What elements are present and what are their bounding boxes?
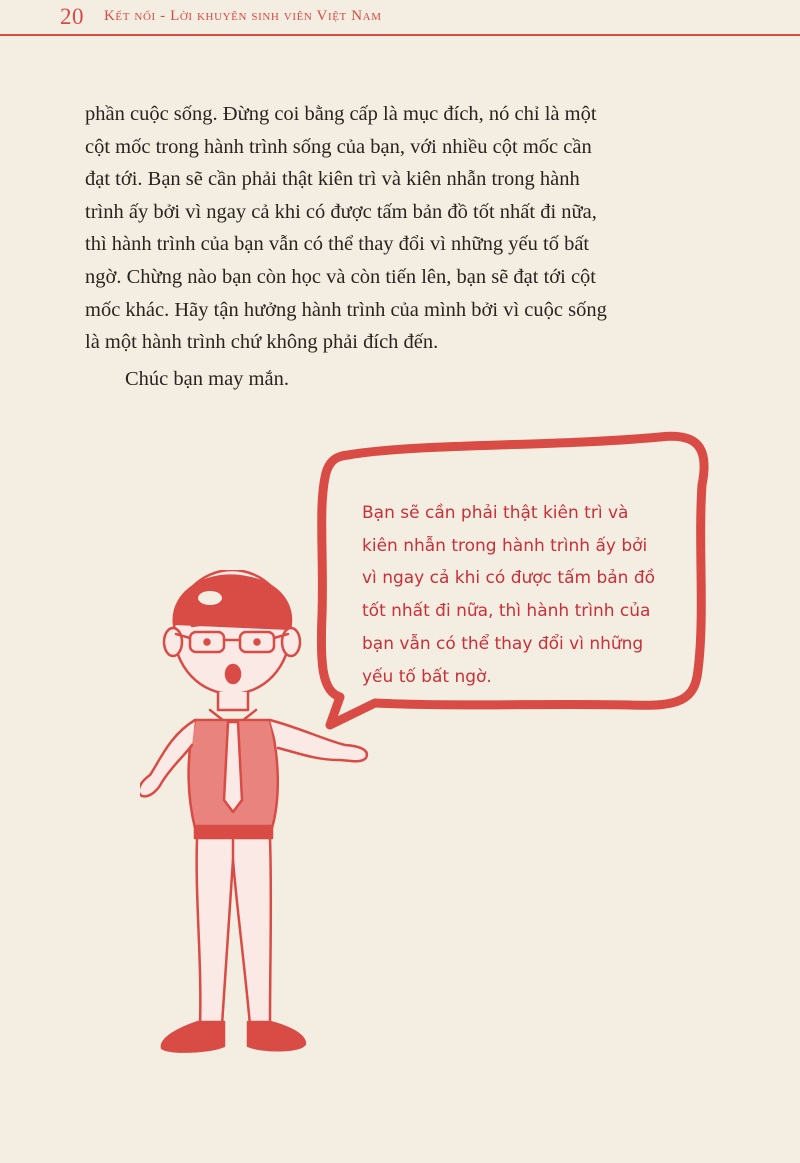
callout-line: kiên nhẫn trong hành trình ấy bởi [362, 535, 648, 556]
paragraph-line: ngờ. Chừng nào bạn còn học và còn tiến lên, bạn sẽ đạt tới cột [85, 265, 596, 288]
running-header [0, 0, 800, 36]
paragraph-line: trình ấy bởi vì ngay cả khi có được tấm bản đồ tốt nhất đi nữa, [85, 200, 597, 223]
paragraph-line: cột mốc trong hành trình sống của bạn, với nhiều cột mốc cần [85, 135, 592, 158]
paragraph-line: thì hành trình của bạn vẫn có thể thay đổi vì những yếu tố bất [85, 233, 590, 256]
paragraph-line: phần cuộc sống. Đừng coi bằng cấp là mục đích, nó chỉ là một [85, 103, 597, 125]
closing-line: Chúc bạn may mắn. [125, 368, 289, 390]
callout-line: Bạn sẽ cần phải thật kiên trì và [362, 503, 629, 523]
callout-line: tốt nhất đi nữa, thì hành trình của [362, 601, 651, 622]
running-title: Kết nối - Lời khuyên sinh viên Việt Nam [104, 8, 382, 24]
callout-line: yếu tố bất ngờ. [362, 666, 492, 687]
callout-quote [362, 497, 692, 693]
callout-line: vì ngay cả khi có được tấm bản đồ [362, 568, 656, 589]
main-paragraph [85, 98, 725, 359]
paragraph-line: mốc khác. Hãy tận hưởng hành trình của mình bởi vì cuộc sống [85, 298, 607, 321]
cartoon-man-illustration [140, 570, 370, 1070]
callout-line: bạn vẫn có thể thay đổi vì những [362, 633, 644, 654]
paragraph-line: đạt tới. Bạn sẽ cần phải thật kiên trì và kiên nhẫn trong hành [85, 168, 580, 191]
header-rule [0, 34, 800, 36]
paragraph-line: là một hành trình chứ không phải đích đến. [85, 331, 439, 354]
page-number: 20 [60, 4, 84, 29]
